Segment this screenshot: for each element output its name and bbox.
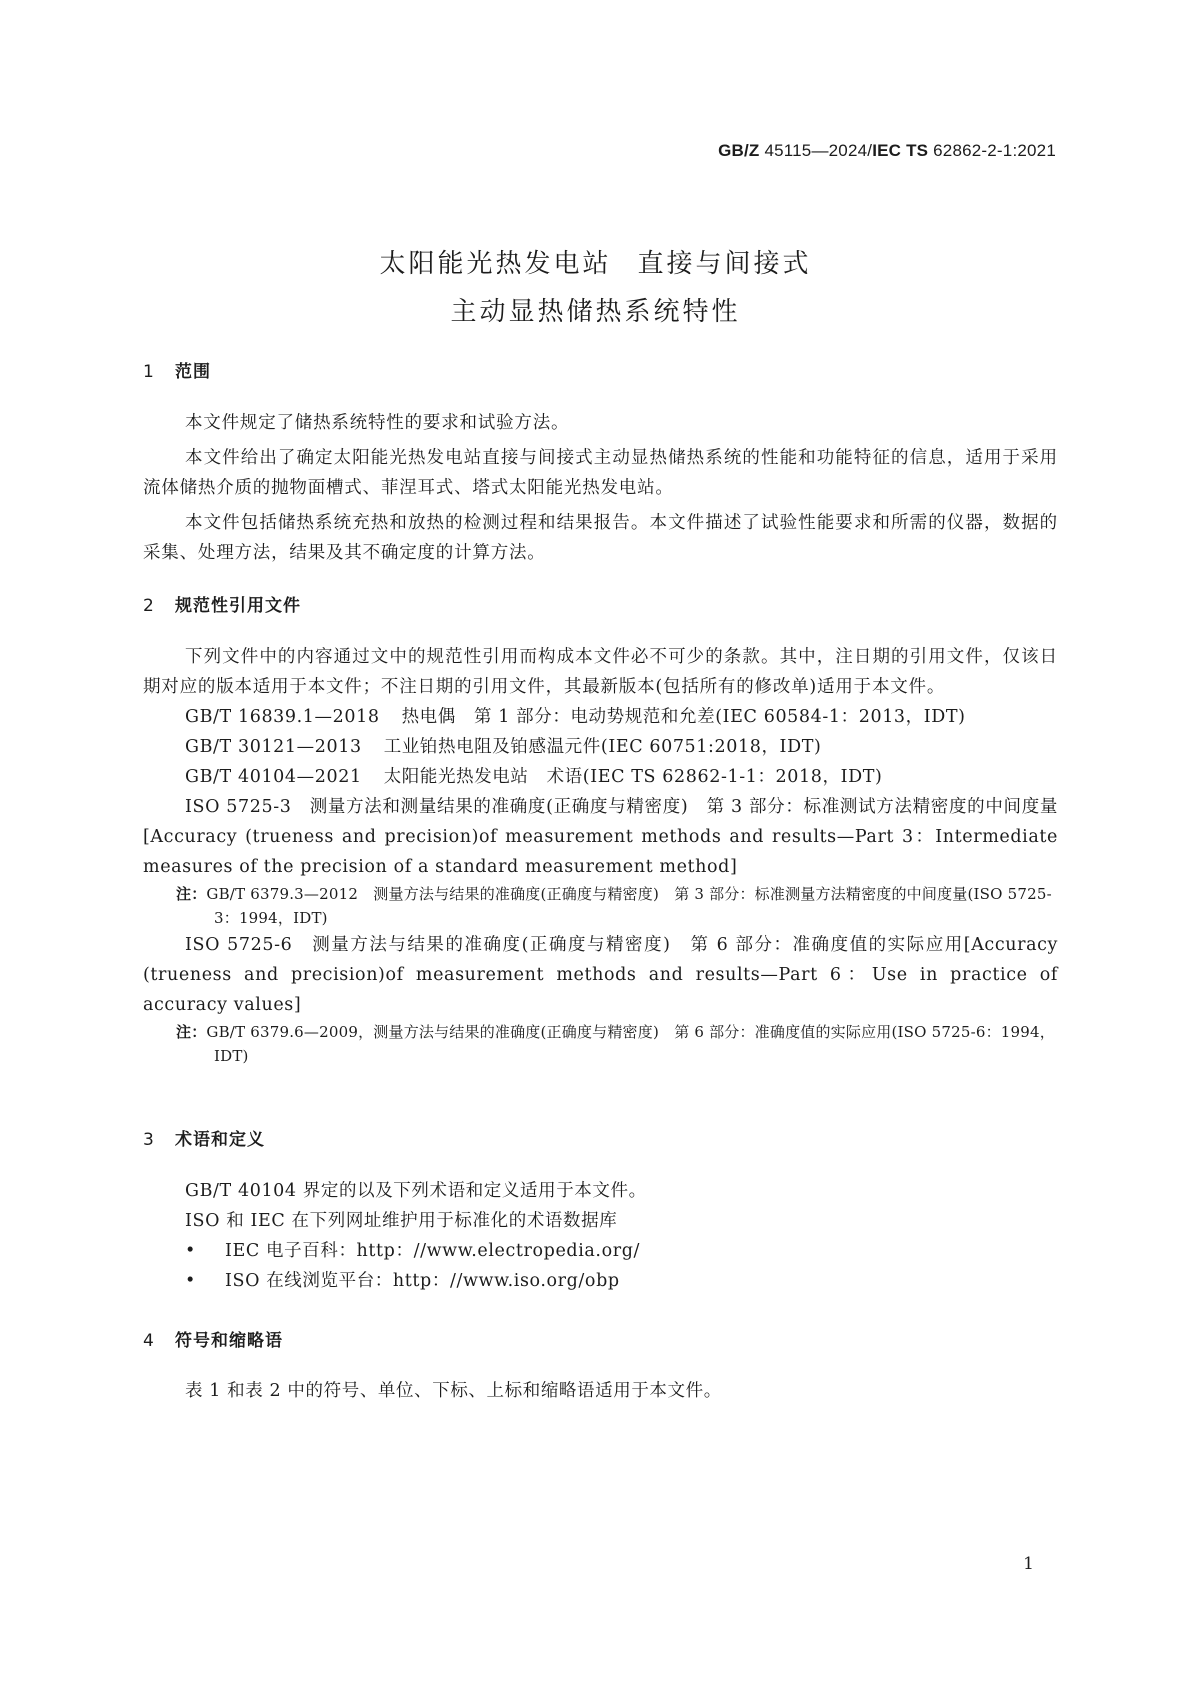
section-1-title: 范围 (175, 362, 211, 382)
section-3-paragraph-2: ISO 和 IEC 在下列网址维护用于标准化的术语数据库 (185, 1211, 618, 1231)
bullet-icon: • (185, 1241, 196, 1261)
section-1-paragraph-2: 本文件给出了确定太阳能光热发电站直接与间接式主动显热储热系统的性能和功能特征的信息，适用于采用流体储热介质的抛物面槽式、菲涅耳式、塔式太阳能光热发电站。 (143, 448, 1058, 498)
bullet-icon: • (185, 1271, 196, 1291)
section-1-paragraph-1: 本文件规定了储热系统特性的要求和试验方法。 (185, 413, 570, 433)
standard-code-header (718, 141, 1056, 161)
section-3-paragraph-1: GB/T 40104 界定的以及下列术语和定义适用于本文件。 (185, 1181, 647, 1201)
page-number: 1 (1023, 1554, 1034, 1574)
section-4-title: 符号和缩略语 (175, 1331, 283, 1351)
reference-2-code: GB/T 30121—2013 (185, 737, 362, 757)
title-line-1-a: 太阳能光热发电站 (379, 249, 612, 279)
section-2-title: 规范性引用文件 (175, 596, 301, 616)
reference-5-note (143, 1020, 1058, 1068)
document-title (0, 240, 1191, 336)
note-2-label: 注： (176, 1023, 207, 1041)
section-3-number: 3 (143, 1130, 155, 1150)
section-4-paragraph-1: 表 1 和表 2 中的符号、单位、下标、上标和缩略语适用于本文件。 (185, 1381, 722, 1401)
section-2-intro: 下列文件中的内容通过文中的规范性引用而构成本文件必不可少的条款。其中，注日期的引用文件，仅该日期对应的版本适用于本文件；不注日期的引用文件，其最新版本(包括所有的修改单)适用于本文件。 (143, 647, 1058, 697)
note-1-label: 注： (176, 885, 207, 903)
reference-4-note (143, 882, 1058, 930)
reference-1-code: GB/T 16839.1—2018 (185, 707, 380, 727)
section-3-heading (143, 1125, 1058, 1150)
bullet-item-electropedia (143, 1236, 1058, 1266)
bullet-electropedia-text: IEC 电子百科：http：//www.electropedia.org/ (225, 1241, 640, 1261)
reference-2-text: 工业铂热电阻及铂感温元件(IEC 60751:2018，IDT) (383, 737, 822, 757)
section-2-body (143, 642, 1058, 1068)
section-3-body (143, 1176, 1058, 1296)
header-code-number: 45115—2024/ (764, 141, 873, 160)
section-1-body (143, 408, 1058, 568)
note-2-text: GB/T 6379.6—2009，测量方法与结果的准确度(正确度与精密度) 第 6 部分：准确度值的实际应用(ISO 5725-6：1994，IDT) (206, 1023, 1055, 1065)
bullet-item-iso-obp (143, 1266, 1058, 1296)
section-4 (143, 1326, 1058, 1351)
section-4-number: 4 (143, 1331, 155, 1351)
reference-3 (143, 762, 1058, 792)
title-line-2: 主动显热储热系统特性 (450, 297, 741, 327)
section-4-body (143, 1376, 1058, 1406)
section-1-paragraph-3: 本文件包括储热系统充热和放热的检测过程和结果报告。本文件描述了试验性能要求和所需的仪器，数据的采集、处理方法，结果及其不确定度的计算方法。 (143, 513, 1058, 563)
section-2-number: 2 (143, 596, 155, 616)
bullet-iso-obp-text: ISO 在线浏览平台：http：//www.iso.org/obp (225, 1271, 620, 1291)
reference-2 (143, 732, 1058, 762)
section-2-heading (143, 591, 1058, 616)
section-1-heading (143, 357, 1058, 382)
reference-1 (143, 702, 1058, 732)
reference-3-code: GB/T 40104—2021 (185, 767, 362, 787)
section-3-title: 术语和定义 (175, 1130, 265, 1150)
note-1-text: GB/T 6379.3—2012 测量方法与结果的准确度(正确度与精密度) 第 3 部分：标准测量方法精密度的中间度量(ISO 5725-3：1994，IDT) (206, 885, 1052, 927)
reference-5: ISO 5725-6 测量方法与结果的准确度(正确度与精密度) 第 6 部分：准确度值的实际应用[Accuracy (trueness and precision)of measurement methods and results—Part 6：Use in practice of accuracy values] (143, 935, 1058, 1015)
title-line-1-b: 直接与间接式 (637, 249, 812, 279)
section-2 (143, 591, 1058, 616)
title-line-1 (0, 240, 1191, 288)
header-code-rest: 62862-2-1:2021 (933, 141, 1056, 160)
header-code-gbz: GB/Z (718, 141, 760, 160)
section-1-number: 1 (143, 362, 155, 382)
reference-4: ISO 5725-3 测量方法和测量结果的准确度(正确度与精密度) 第 3 部分：标准测试方法精密度的中间度量[Accuracy (trueness and precision)of measurement methods and results—Part 3：Intermediate measures of the precision of a standard measurement method] (143, 797, 1058, 877)
section-1 (143, 357, 1058, 382)
reference-3-text: 太阳能光热发电站 术语(IEC TS 62862-1-1：2018，IDT) (383, 767, 883, 787)
section-3 (143, 1125, 1058, 1150)
reference-1-text: 热电偶 第 1 部分：电动势规范和允差(IEC 60584-1：2013，IDT) (401, 707, 966, 727)
header-code-iec: IEC TS (872, 141, 929, 160)
section-4-heading (143, 1326, 1058, 1351)
